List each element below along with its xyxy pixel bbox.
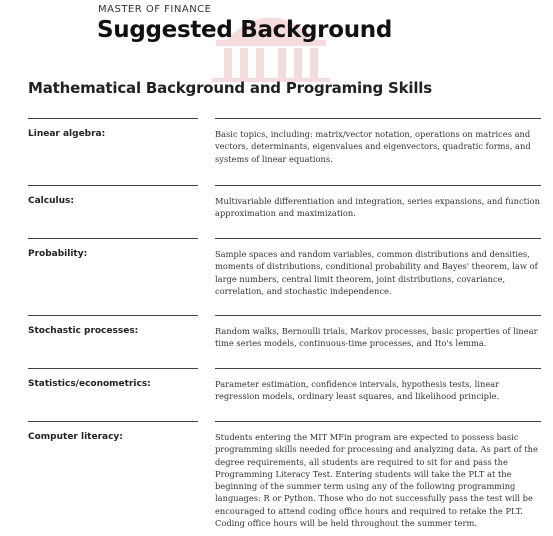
divider [215,368,541,369]
divider [28,368,198,369]
item-label: Statistics/econometrics: [28,379,151,389]
divider [215,421,541,422]
divider [28,315,198,316]
program-name: MASTER OF FINANCE [98,4,212,15]
divider [28,421,198,422]
item-label: Stochastic processes: [28,326,139,336]
item-label: Computer literacy: [28,432,123,442]
item-description: Multivariable differentiation and integration, series expansions, and function approximation and maximization. [215,196,540,219]
item-label: Linear algebra: [28,129,106,139]
item-description: Basic topics, including: matrix/vector notation, operations on matrices and vectors, determinants, eigenvalues and eigenvectors, quadratic forms, and systems of linear equations. [215,129,531,164]
divider [28,185,198,186]
item-description: Students entering the MIT MFin program are expected to possess basic programming skills needed for processing and analyzing data. As part of the degree requirements, all students are required to sit for and pass the Programming Literacy Test. Entering students will take the PLT at the beginning of the summer term using any of the following programming languages: R or Python. Those who do not successfully pass the test will be encouraged to attend coding office hours and required to retake the PLT. Coding office hours will be held throughout the summer term. [215,432,538,529]
item-label: Calculus: [28,196,74,206]
divider [215,185,541,186]
section-title: Mathematical Background and Programing Skills [28,79,432,97]
item-description: Random walks, Bernoulli trials, Markov processes, basic properties of linear time series models, continuous-time processes, and Ito's lemma. [215,326,538,349]
item-description: Sample spaces and random variables, common distributions and densities, moments of distributions, conditional probability and Bayes' theorem, law of large numbers, central limit theorem, joint distributions, covariance, correlation, and stochastic independence. [215,249,538,296]
item-description: Parameter estimation, confidence intervals, hypothesis tests, linear regression models, ordinary least squares, and likelihood principle. [215,379,500,402]
page-title: Suggested Background [97,17,393,43]
divider [28,118,198,119]
divider [215,118,541,119]
item-label: Probability: [28,249,88,259]
divider [215,315,541,316]
divider [215,238,541,239]
divider [28,238,198,239]
